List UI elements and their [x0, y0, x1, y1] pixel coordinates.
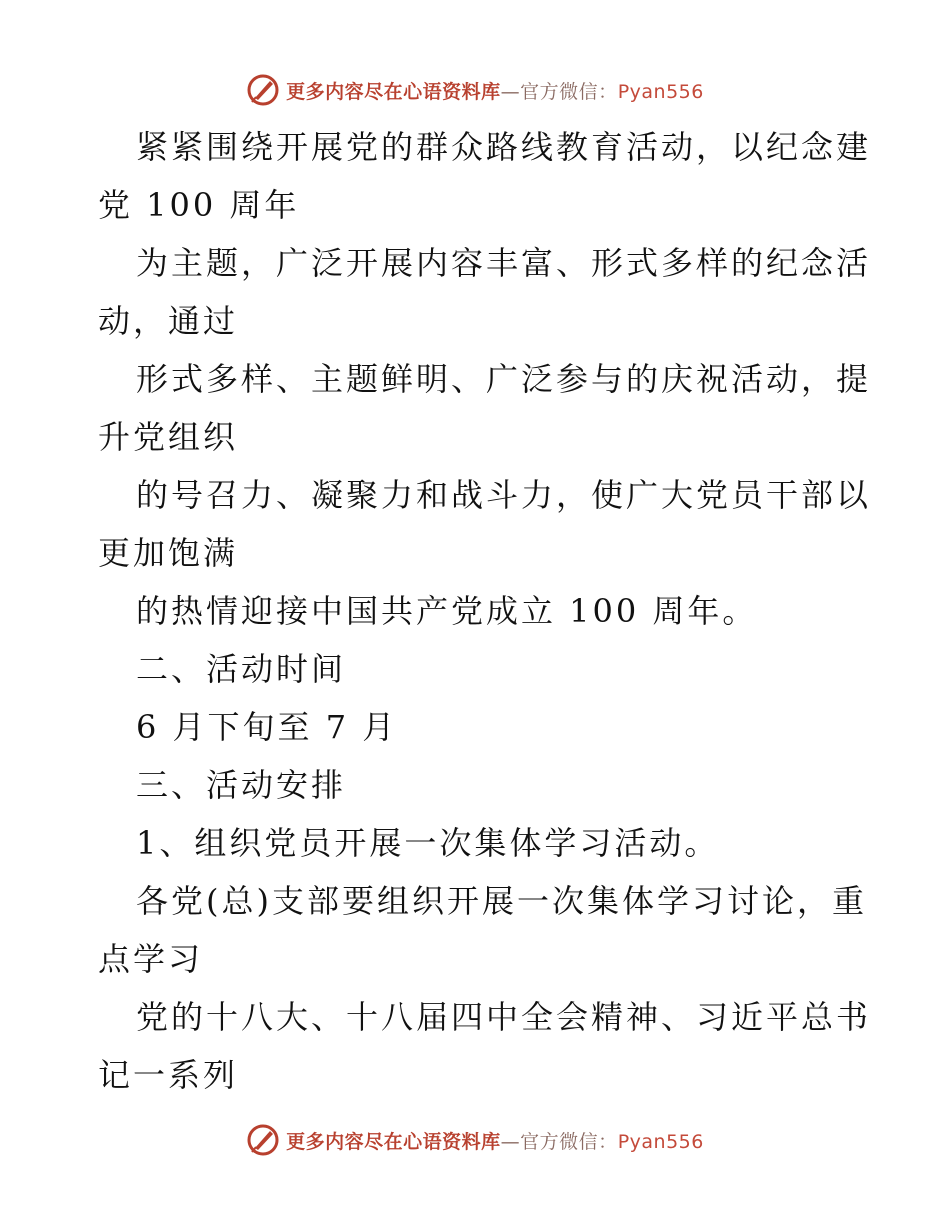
paragraph-line: 紧紧围绕开展党的群众路线教育活动，以纪念建	[136, 128, 872, 166]
header-banner	[0, 70, 950, 110]
document-body	[98, 118, 872, 1104]
paragraph-line: 各党(总)支部要组织开展一次集体学习讨论，重	[136, 882, 867, 920]
paragraph-line: 点学习	[98, 940, 204, 978]
paragraph-line: 记一系列	[98, 1056, 239, 1094]
paragraph-line: 的号召力、凝聚力和战斗力，使广大党员干部以	[136, 476, 872, 514]
paragraph-line: 的热情迎接中国共产党成立 100 周年。	[136, 592, 758, 630]
quill-pen-seal-icon	[246, 1123, 280, 1157]
paragraph-line: 升党组织	[98, 418, 239, 456]
header-banner-text: 更多内容尽在心语资料库—官方微信：Pyan556	[286, 80, 704, 103]
quill-pen-seal-icon	[246, 73, 280, 107]
paragraph-line: 党 100 周年	[98, 186, 300, 224]
paragraph-line: 更加饱满	[98, 534, 239, 572]
footer-banner	[0, 1120, 950, 1160]
paragraph-line: 1、组织党员开展一次集体学习活动。	[136, 824, 720, 862]
footer-banner-text: 更多内容尽在心语资料库—官方微信：Pyan556	[286, 1130, 704, 1153]
paragraph-line: 6 月下旬至 7 月	[136, 708, 398, 746]
section-heading: 三、活动安排	[136, 766, 347, 804]
section-heading: 二、活动时间	[136, 650, 347, 688]
paragraph-line: 党的十八大、十八届四中全会精神、习近平总书	[136, 998, 872, 1036]
paragraph-line: 为主题，广泛开展内容丰富、形式多样的纪念活	[136, 244, 872, 282]
paragraph-line: 形式多样、主题鲜明、广泛参与的庆祝活动，提	[136, 360, 872, 398]
paragraph-line: 动，通过	[98, 302, 239, 340]
